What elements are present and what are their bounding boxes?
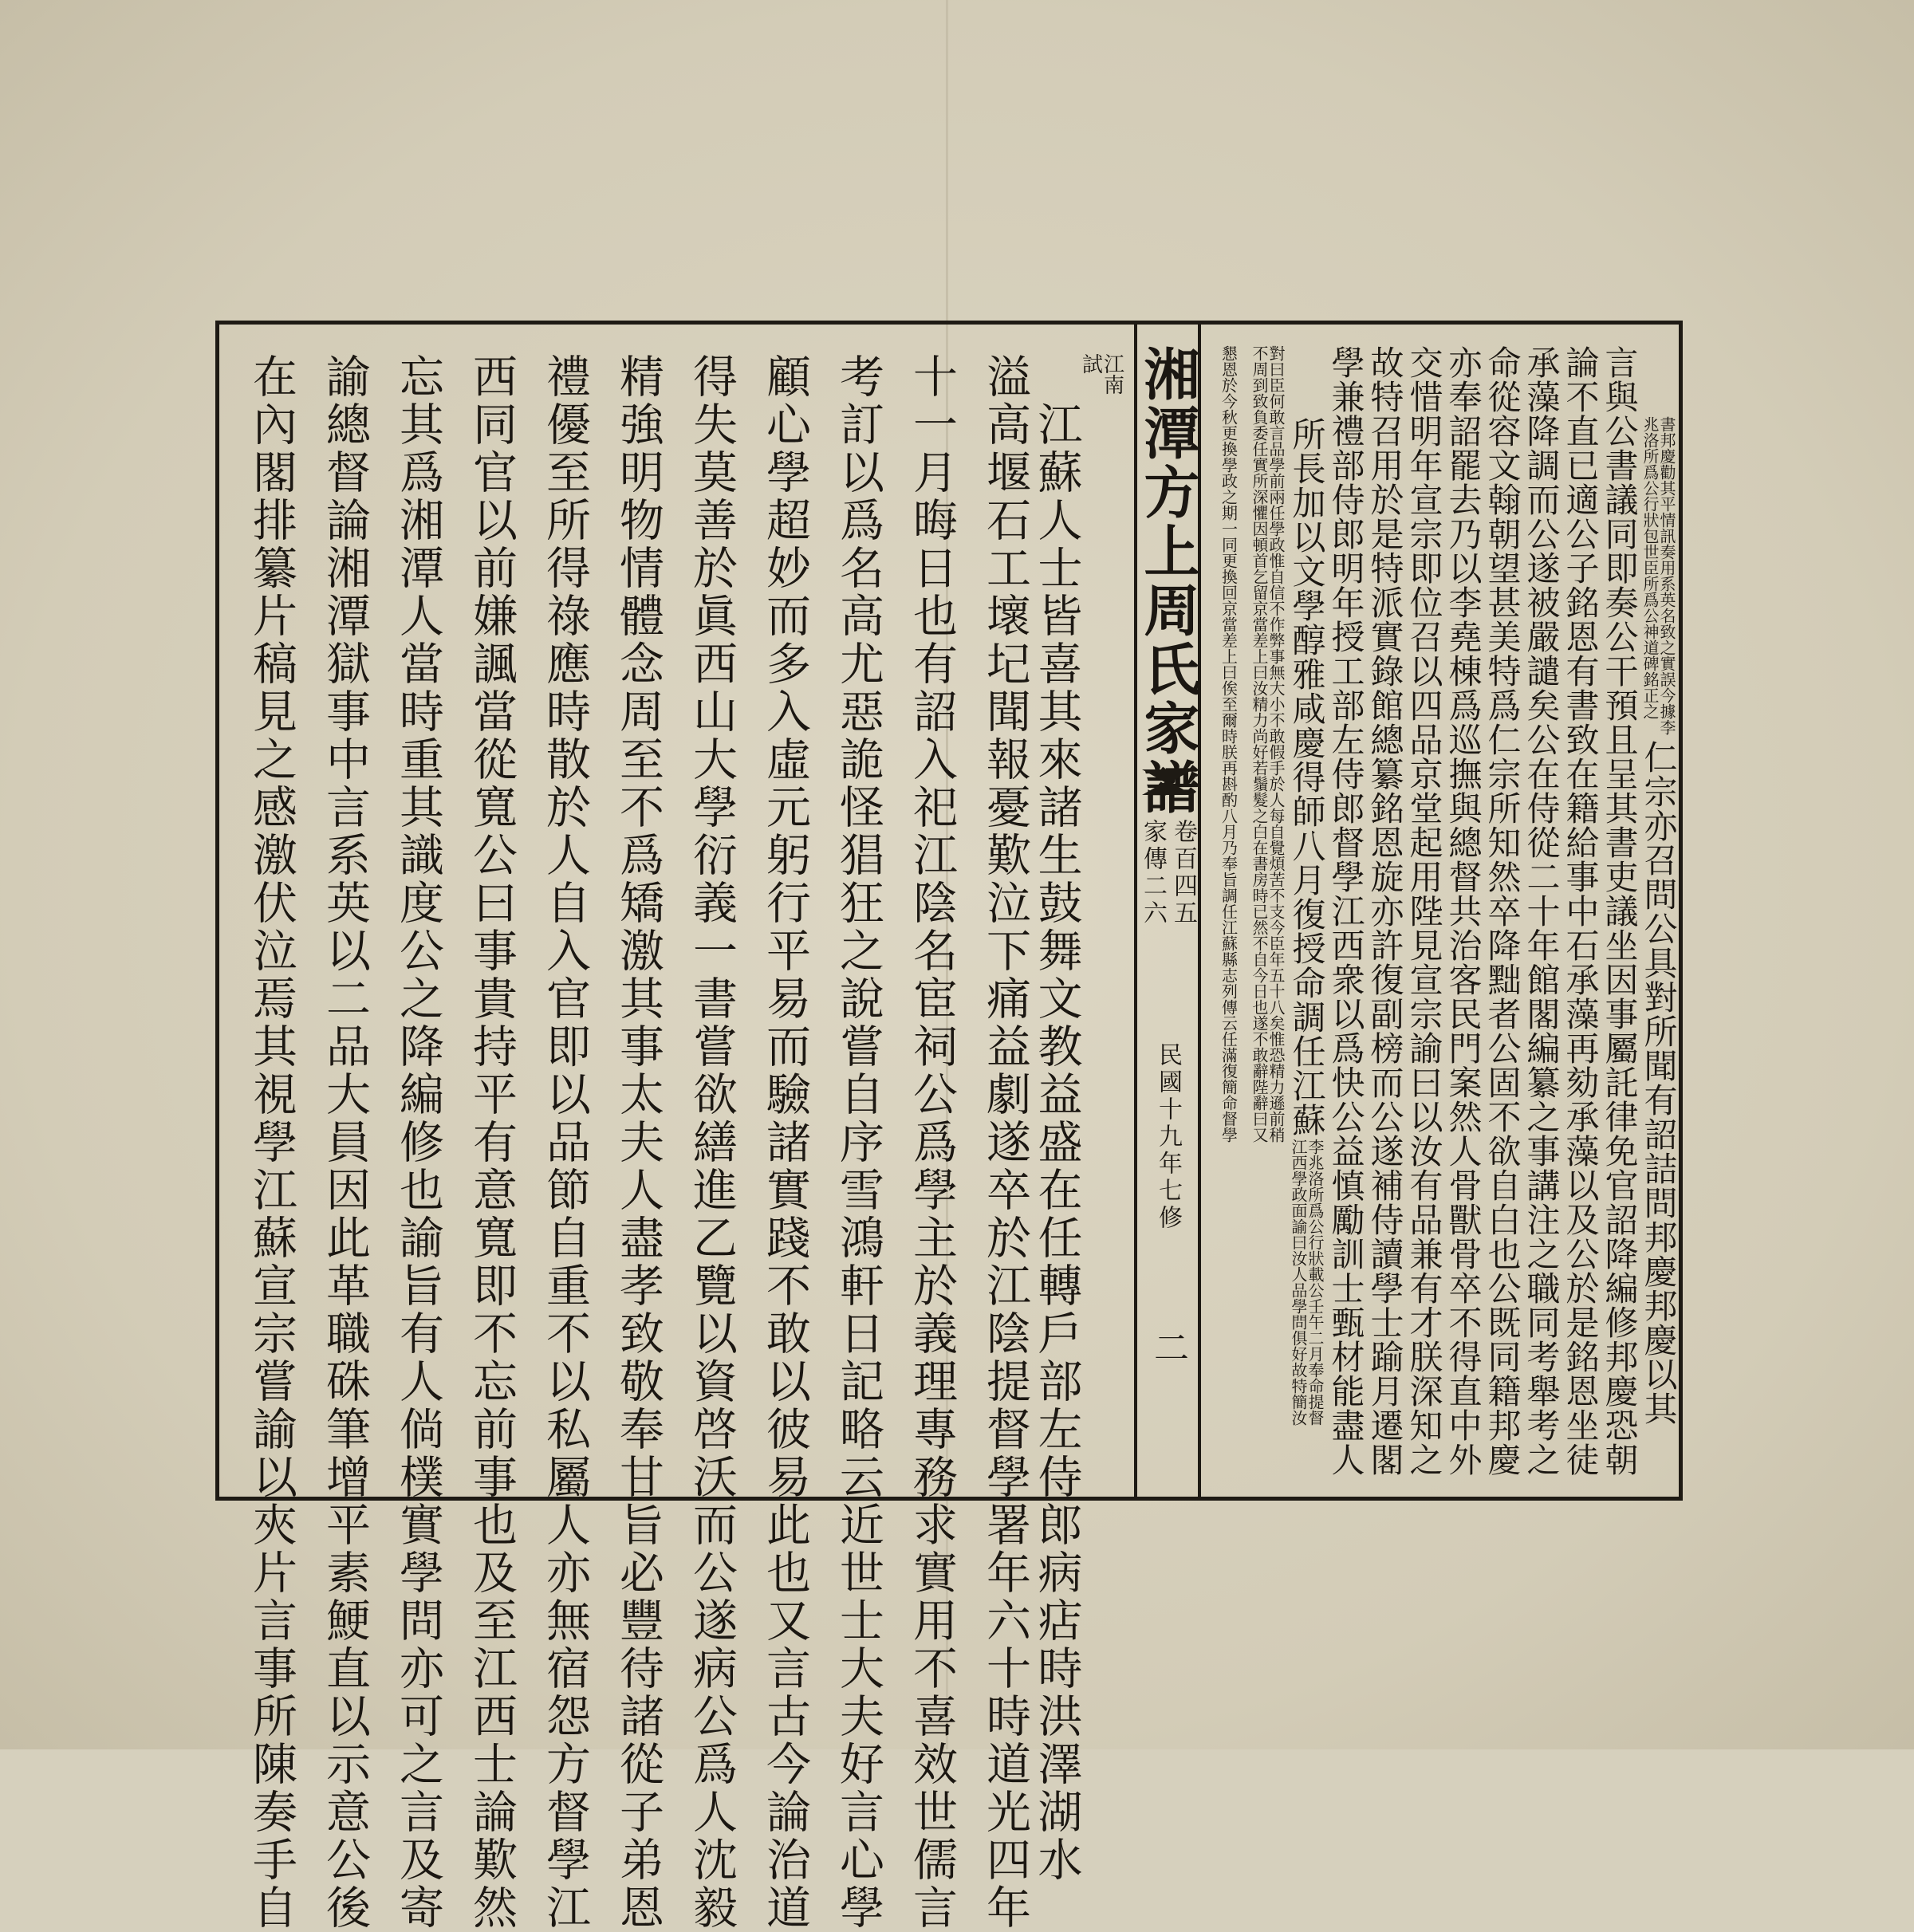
body-text: 西同官以前嫌諷當從寬公曰事貴持平有意寬即不忘前事也及至江西士論歎然 <box>466 353 518 1932</box>
body-text: 命從容文翰朝望甚美特爲仁宗所知然卒降黜者公固不欲自白也公既同籍邦慶 <box>1483 345 1522 1477</box>
body-text: 諭總督論湘潭獄事中言系英以二品大員因此革職硃筆增平素鯁直以示意公後 <box>319 353 371 1932</box>
annotation: 兆洛所爲公行狀包世臣所爲公神道碑銘正之 <box>1640 416 1660 719</box>
body-text: 在內閣排纂片稿見之感激伏泣焉其視學江蘇宣宗嘗諭以夾片言事所陳奏手自 <box>246 353 297 1932</box>
left-col-6 <box>675 325 748 1932</box>
left-col-1 <box>1030 325 1124 1884</box>
left-col-2 <box>968 325 1042 1932</box>
body-text: 仁宗亦召問公具對所聞有詔詰問邦慶邦慶以其 <box>1639 740 1679 1426</box>
section-label: 家傳二六 <box>1139 819 1167 927</box>
right-col-11 <box>1248 325 1287 1497</box>
body-text: 亦奉詔罷去乃以李堯棟爲巡撫與總督共治客民門案然人骨獸骨卒不得直中外 <box>1443 345 1483 1477</box>
right-col-6 <box>1443 325 1483 1497</box>
body-text: 故特召用於是特派實錄館總纂銘恩旋亦許復副榜而公遂補侍讀學士踰月遷閣 <box>1365 345 1405 1477</box>
left-col-3 <box>895 325 968 1932</box>
left-col-9 <box>455 325 528 1932</box>
right-col-1 <box>1639 325 1678 1497</box>
left-col-7 <box>601 325 675 1932</box>
right-half-text <box>1201 325 1678 1497</box>
right-col-2 <box>1600 325 1639 1497</box>
edition-label: 民國十九年七修 <box>1154 1042 1182 1232</box>
right-col-9 <box>1326 325 1365 1497</box>
right-col-7 <box>1404 325 1443 1497</box>
left-col-4 <box>821 325 895 1932</box>
right-col-3 <box>1561 325 1600 1497</box>
right-col-5 <box>1483 325 1522 1497</box>
right-col-8 <box>1365 325 1404 1497</box>
volume-label: 卷百四五 <box>1169 819 1197 927</box>
right-col-12 <box>1209 325 1248 1497</box>
body-text: 得失莫善於眞西山大學衍義一書嘗欲繕進乙覽以資啓沃而公遂病公爲人沈毅 <box>686 353 738 1932</box>
annotation: 不周到致負委任實所深懼因頓首乞留京當差上曰汝精力尚好若鬚髮之白在書房時已然不自今日也遂不敢辭陛辭曰又 <box>1250 345 1269 1143</box>
body-text: 學兼禮部侍郎明年授工部左侍郎督學江西衆以爲快公益慎勵訓士甄材能盡人 <box>1326 345 1366 1477</box>
body-text: 禮優至所得祿應時散於人自入官即以品節自重不以私屬人亦無宿怨方督學江 <box>539 353 591 1932</box>
left-col-12 <box>234 325 308 1932</box>
body-text: 精強明物情體念周至不爲矯激其事太夫人盡孝致敬奉甘旨必豐待諸從子弟恩 <box>612 353 664 1932</box>
page-title: 湘潭方上周氏家譜 <box>1135 345 1201 817</box>
right-col-10 <box>1287 325 1326 1497</box>
annotation: 試 <box>1078 353 1103 374</box>
body-text: 忘其爲湘潭人當時重其識度公之降編修也諭旨有人倘樸實學問亦可之言及寄 <box>392 353 444 1932</box>
left-col-8 <box>528 325 601 1932</box>
body-text: 言與公書議同即奏公干預且呈其書吏議坐因事屬託律免官詔降編修邦慶恐朝 <box>1600 345 1640 1477</box>
annotation: 懇恩於今秋更換學政之期一同更換回京當差上曰俟至爾時朕再斟酌八月乃奉旨調任江蘇縣志列傳云任滿復簡命督學 <box>1219 345 1239 1143</box>
body-text: 顧心學超妙而多入虛元躬行平易而驗諸實踐不敢以彼易此也又言古今論治道 <box>759 353 811 1932</box>
body-text: 所長加以文學醇雅咸慶得師八月復授命調任江蘇 <box>1287 416 1327 1137</box>
body-text: 承藻降調而公遂被嚴譴矣公在侍從二十年館閣編纂之事講注之職同考舉考之 <box>1522 345 1562 1477</box>
body-text: 江蘇人士皆喜其來諸生鼓舞文教益盛在任轉戶部左侍郎病痁時洪澤湖水 <box>1030 401 1083 1884</box>
page-number: 二 <box>1148 1329 1188 1372</box>
body-text: 論不直已適公子銘恩有書致在籍給事中石承藻再劾承藻以及公於是銘恩坐徒 <box>1561 345 1601 1477</box>
left-half-text <box>231 325 1124 1932</box>
left-col-5 <box>748 325 821 1932</box>
annotation: 書邦慶勸其平情訊奏用系英名致之實誤今據李 <box>1657 416 1676 735</box>
left-col-11 <box>308 325 381 1932</box>
body-text: 交惜明年宣宗即位召以四品京堂起用陛見宣宗諭曰以汝有品兼有才朕深知之 <box>1404 345 1444 1477</box>
annotation: 對曰臣何敢言品學前兩任學政惟自信不作弊事無大小不敢假手於人每自覺煩苦不支今臣年五十八矣惟恐精力遜前稍 <box>1266 345 1286 1143</box>
annotation: 江南 <box>1100 353 1124 395</box>
body-text: 考訂以爲名高尤惡詭怪猖狂之說嘗自序雪鴻軒日記略云近世士大夫好言心學 <box>833 353 884 1932</box>
annotation: 李兆洛所爲公行狀載公壬午二月奉命提督 <box>1306 1138 1325 1426</box>
left-col-10 <box>381 325 455 1932</box>
body-text: 溢高堰石工壞圮聞報憂歎泣下痛益劇遂卒於江陰提督學署年六十時道光四年 <box>979 353 1031 1932</box>
body-text: 十一月晦日也有詔入祀江陰名宦祠公爲學主於義理專務求實用不喜效世儒言 <box>906 353 958 1932</box>
right-col-4 <box>1522 325 1561 1497</box>
annotation: 江西學政面諭曰汝人品學問俱好故特簡汝 <box>1289 1138 1308 1426</box>
